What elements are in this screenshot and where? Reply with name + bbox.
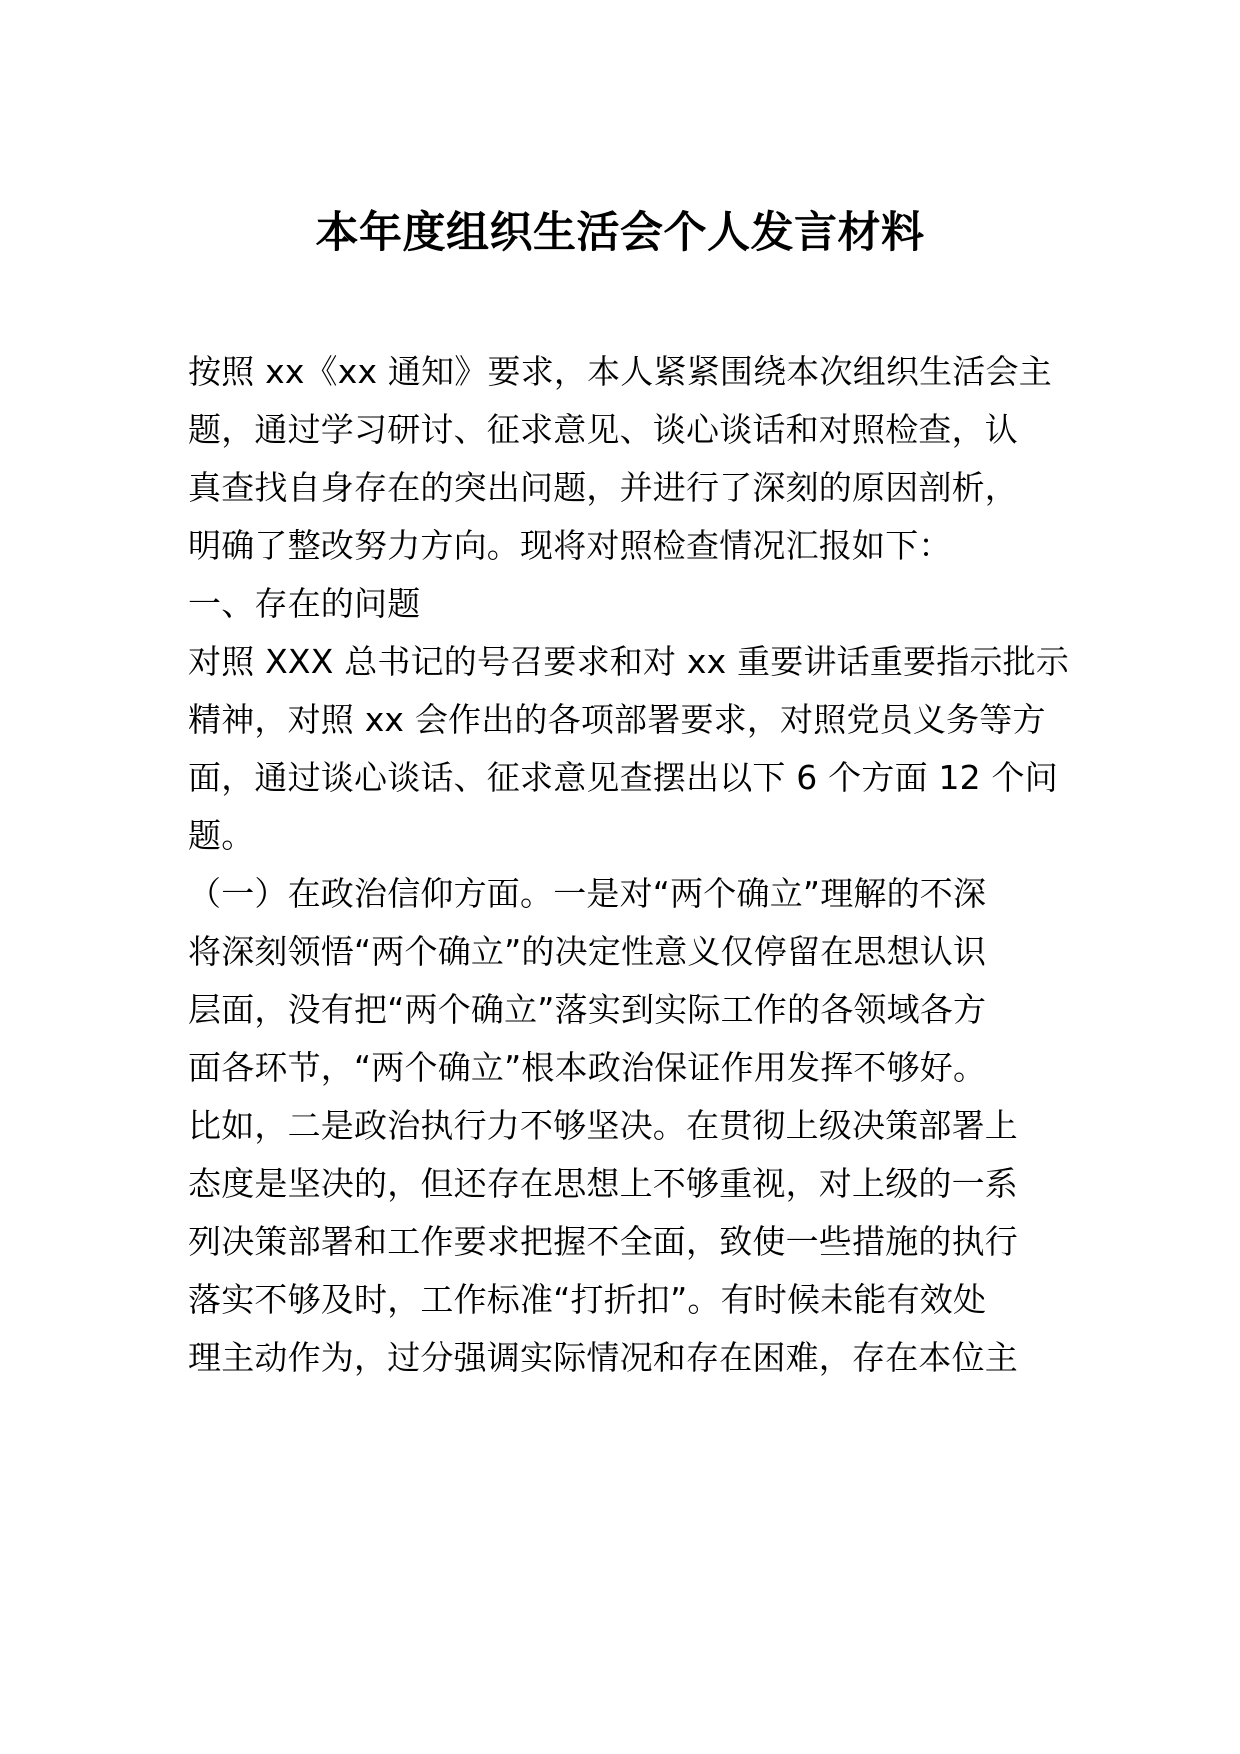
body-line: 落实不够及时，工作标准“打折扣”。有时候未能有效处 — [188, 1280, 987, 1319]
body-line: 题。 — [188, 816, 255, 855]
body-line: 真查找自身存在的突出问题，并进行了深刻的原因剖析， — [188, 468, 1018, 507]
body-line: 面，通过谈心谈话、征求意见查摆出以下 6 个方面 12 个问 — [188, 758, 1058, 797]
body-line: 层面，没有把“两个确立”落实到实际工作的各领域各方 — [188, 990, 987, 1029]
body-line: 比如，二是政治执行力不够坚决。在贯彻上级决策部署上 — [188, 1106, 1018, 1145]
body-line: 明确了整改努力方向。现将对照检查情况汇报如下： — [188, 526, 952, 565]
body-line: 列决策部署和工作要求把握不全面，致使一些措施的执行 — [188, 1222, 1018, 1261]
body-line: 对照 XXX 总书记的号召要求和对 xx 重要讲话重要指示批示 — [188, 642, 1070, 681]
body-line: 面各环节，“两个确立”根本政治保证作用发挥不够好。 — [188, 1048, 987, 1087]
document-title: 本年度组织生活会个人发言材料 — [315, 208, 925, 258]
body-line: 精神，对照 xx 会作出的各项部署要求，对照党员义务等方 — [188, 700, 1046, 739]
body-line: （一）在政治信仰方面。一是对“两个确立”理解的不深 — [188, 874, 987, 913]
body-line: 理主动作为，过分强调实际情况和存在困难，存在本位主 — [188, 1338, 1018, 1377]
body-line: 将深刻领悟“两个确立”的决定性意义仅停留在思想认识 — [188, 932, 987, 971]
body-line: 按照 xx《xx 通知》要求，本人紧紧围绕本次组织生活会主 — [188, 352, 1052, 391]
body-line: 态度是坚决的，但还存在思想上不够重视，对上级的一系 — [188, 1164, 1018, 1203]
section-heading: 一、存在的问题 — [188, 584, 421, 623]
body-line: 题，通过学习研讨、征求意见、谈心谈话和对照检查，认 — [188, 410, 1018, 449]
